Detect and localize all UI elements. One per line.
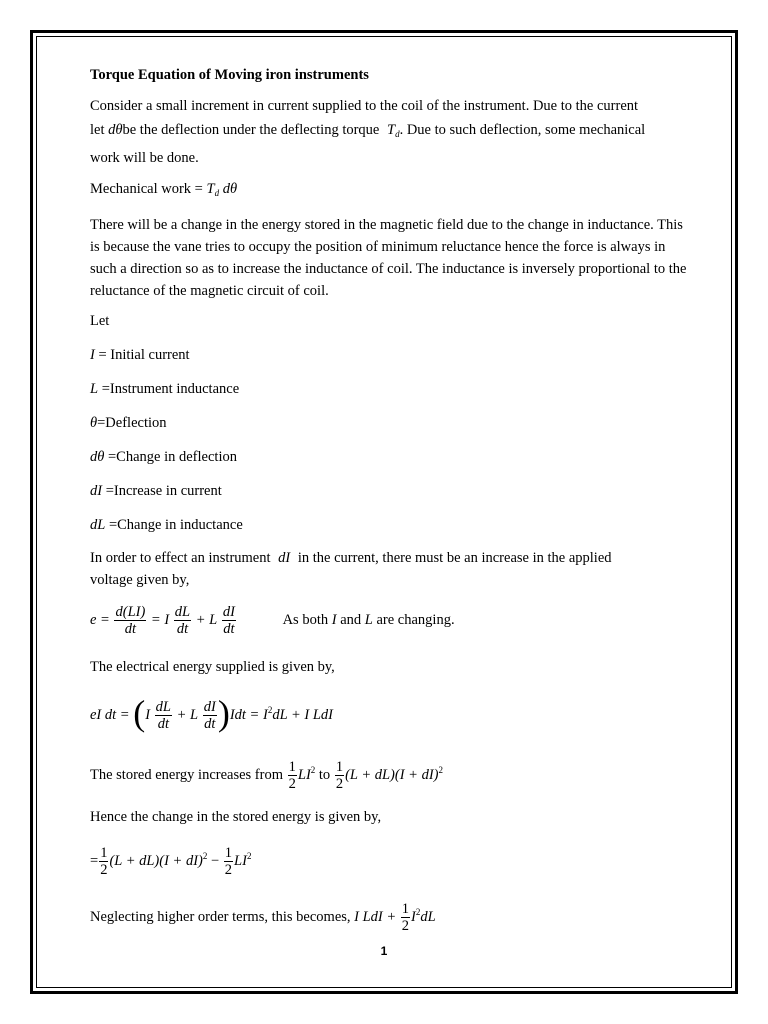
def-text: = Initial current [94, 347, 190, 363]
eq2-rhs-b: dL + I LdI [272, 707, 333, 723]
symbol-torque-sub: d [395, 129, 400, 139]
text-deflection: be the deflection under the deflecting torque [122, 122, 380, 138]
eq2-left-paren: ( [133, 692, 146, 733]
def-change-inductance [90, 514, 690, 536]
eq2-frac-dI [203, 699, 217, 732]
eq3-b-sup: 2 [438, 765, 443, 775]
voltage-symbol-dI: dI [278, 550, 291, 566]
frac-den: dt [157, 716, 169, 733]
frac-den: 2 [335, 776, 344, 793]
eq1-lhs: e = [90, 612, 110, 628]
eq2-plus: + L [176, 707, 199, 723]
eq1-note-a: As both [282, 612, 329, 628]
eq4-minus: − [210, 853, 220, 869]
def-symbol: dθ [90, 449, 105, 465]
frac-den: dt [204, 716, 216, 733]
frac-num: dI [203, 699, 216, 716]
frac-den: 2 [100, 862, 108, 879]
frac-den: dt [223, 621, 235, 638]
def-symbol: dI [90, 483, 103, 499]
eq3-frac-half-b [335, 759, 344, 792]
eq5-b-sup: 2 [415, 907, 421, 917]
equation-voltage [90, 602, 690, 642]
eq3-to: to [318, 767, 331, 783]
def-symbol: L [90, 381, 99, 397]
eq1-frac-dL [174, 604, 191, 637]
eq3-a-sup: 2 [310, 765, 316, 775]
mech-T-sub: d [214, 188, 220, 198]
text-let: let [90, 122, 105, 138]
equation-change-stored [90, 838, 690, 878]
frac-den: 2 [288, 776, 296, 793]
eq1-note-and: and [340, 612, 362, 628]
eq4-a-sup: 2 [202, 851, 208, 861]
eq2-lhs: eI dt = [90, 707, 130, 723]
eq3-frac-half-a [288, 759, 297, 792]
eq1-frac-dI [222, 604, 236, 637]
mechanical-work [90, 178, 690, 204]
paragraph-intro [90, 95, 690, 169]
eq5-frac-half [401, 901, 410, 934]
eq2-right-paren: ) [217, 692, 230, 733]
frac-num: 1 [224, 845, 233, 862]
eq4-b-sup: 2 [246, 851, 252, 861]
def-text: =Change in inductance [105, 517, 243, 533]
text-deflection-end: . Due to such deflection, some mechanical [399, 122, 646, 138]
section-title: Torque Equation of Moving iron instruments [90, 67, 369, 83]
eq3-text: The stored energy increases from [90, 767, 283, 783]
frac-den: dt [176, 621, 189, 638]
frac-den: 2 [401, 918, 410, 935]
eq1-eq: = I [150, 612, 170, 628]
frac-den: 2 [224, 862, 233, 879]
equation-neglecting [90, 894, 690, 934]
eq5-c: dL [420, 909, 436, 925]
frac-num: 1 [288, 759, 296, 776]
def-deflection [90, 412, 690, 434]
eq2-frac-dL [155, 699, 172, 732]
equation-electrical-energy [90, 690, 690, 734]
frac-num: 1 [100, 845, 108, 862]
def-initial-current [90, 344, 690, 366]
def-inductance [90, 378, 690, 400]
mech-label: Mechanical work = [90, 181, 203, 197]
eq1-frac-dLI [114, 604, 146, 637]
intro-line-1: Consider a small increment in current supplied to the coil of the instrument. Due to the current [90, 98, 639, 114]
symbol-dtheta: dθ [108, 122, 123, 138]
frac-num: dL [155, 699, 171, 716]
paragraph-voltage [90, 547, 690, 591]
frac-den: dt [124, 621, 137, 638]
eq1-plus: + L [195, 612, 218, 628]
eq4-frac-half-b [224, 845, 233, 878]
def-change-deflection [90, 446, 690, 468]
symbol-torque: T [387, 122, 396, 138]
paragraph-change-stored: Hence the change in the stored energy is given by, [90, 809, 382, 825]
def-text: =Deflection [97, 415, 167, 431]
eq5-a: I LdI + [354, 909, 397, 925]
def-increase-current [90, 480, 690, 502]
eq3-a: LI [297, 767, 311, 783]
eq1-note-I: I [331, 612, 337, 628]
paragraph-electrical-energy: The electrical energy supplied is given by, [90, 659, 335, 675]
def-symbol: I [90, 347, 95, 363]
eq1-note-L: L [364, 612, 373, 628]
eq5-b: I [411, 909, 416, 925]
eq4-eq: = [90, 853, 99, 869]
frac-num: d(LI) [115, 604, 146, 621]
frac-num: dI [222, 604, 235, 621]
def-text: =Increase in current [102, 483, 222, 499]
eq4-frac-half-a [99, 845, 108, 878]
frac-num: 1 [401, 901, 410, 918]
voltage-text-a: In order to effect an instrument [90, 550, 271, 566]
mech-dtheta: dθ [222, 181, 238, 197]
let-label: Let [90, 313, 110, 329]
voltage-line-1 [90, 547, 690, 569]
def-text: =Change in deflection [104, 449, 237, 465]
paragraph-energy: There will be a change in the energy stored in the magnetic field due to the change in inductance. This is because the vane tries to occupy the position of minimum reluctance hence the force is always in such a direction so as to increase the inductance of coil. The inductance is inversely proportional to the reluctance of the magnetic circuit of coil. [90, 217, 687, 299]
mech-T: T [206, 181, 215, 197]
eq2-rhs-sup: 2 [267, 705, 273, 715]
intro-line-2 [90, 119, 690, 145]
def-symbol: θ [90, 415, 98, 431]
eq4-b: LI [234, 853, 247, 869]
eq4-a: (L + dL)(I + dI) [109, 853, 203, 869]
frac-num: 1 [335, 759, 344, 776]
frac-num: dL [174, 604, 191, 621]
eq3-b: (L + dL)(I + dI) [345, 767, 439, 783]
eq1-note-b: are changing. [376, 612, 455, 628]
intro-line-3: work will be done. [90, 150, 199, 166]
def-text: =Instrument inductance [98, 381, 240, 397]
page-number: 1 [380, 944, 388, 958]
eq2-rhs-a: Idt = I [229, 707, 268, 723]
voltage-line-2: voltage given by, [90, 572, 190, 588]
eq2-I: I [145, 707, 151, 723]
eq5-text: Neglecting higher order terms, this becomes, [90, 909, 351, 925]
equation-stored-energy [90, 752, 690, 792]
voltage-text-b: in the current, there must be an increase in the applied [297, 550, 612, 566]
def-symbol: dL [90, 517, 106, 533]
